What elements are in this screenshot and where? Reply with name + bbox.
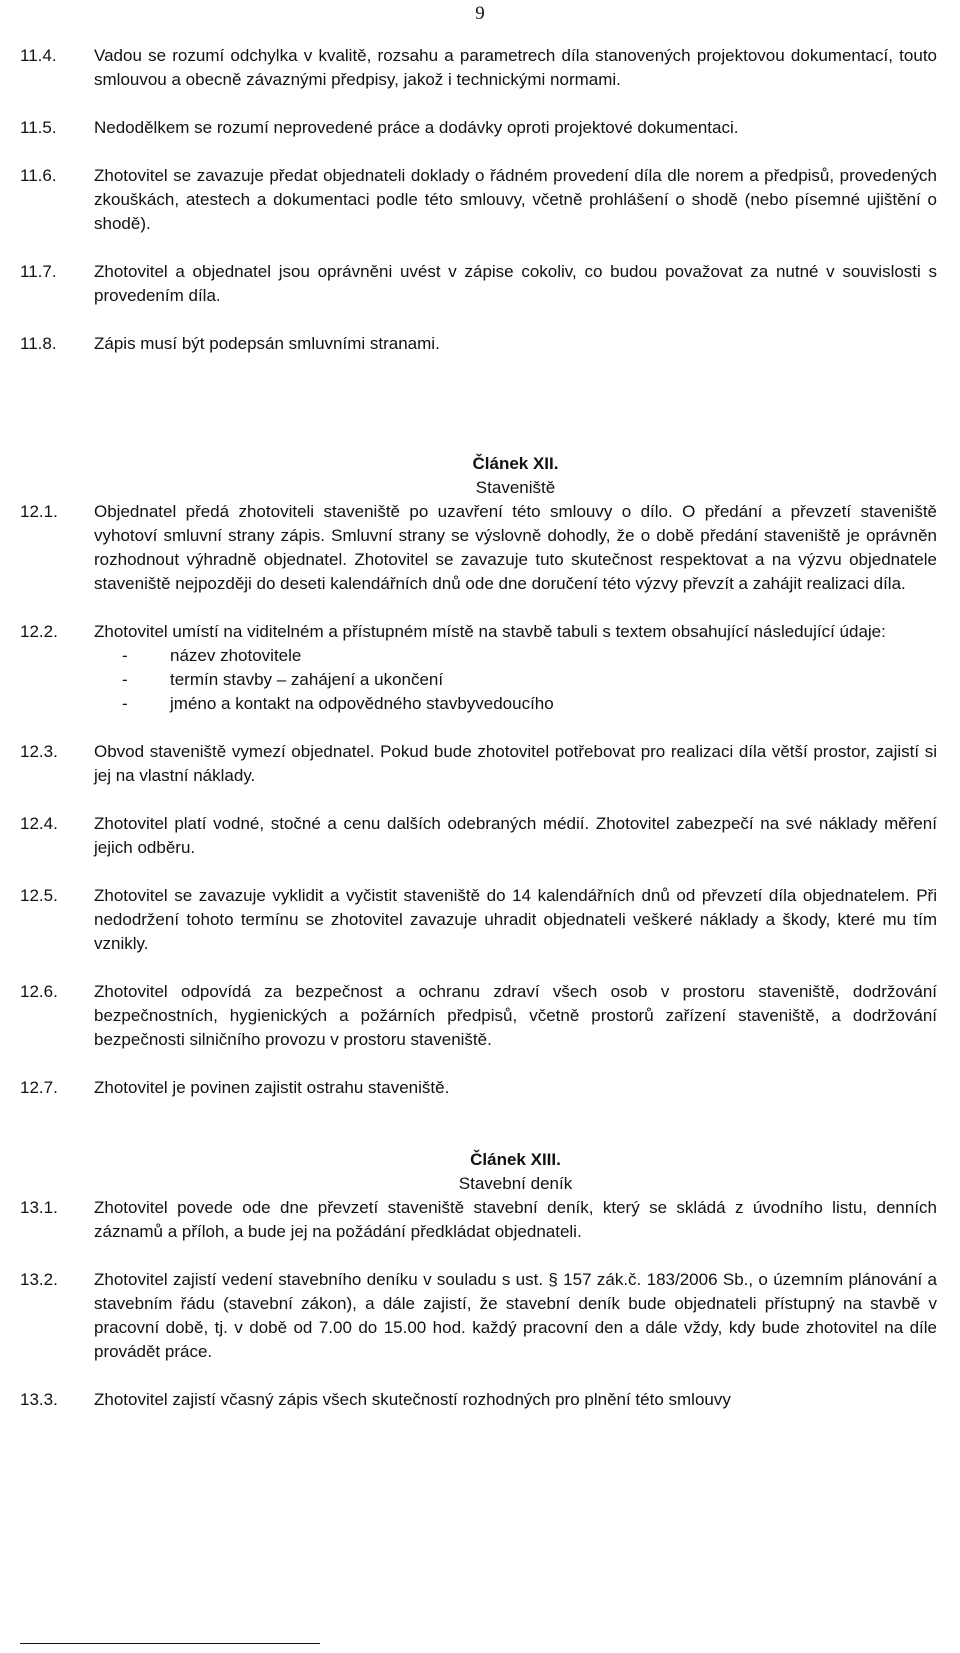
article-title: Článek XIII.	[470, 1150, 561, 1169]
clause-number: 11.7.	[20, 262, 57, 281]
list-dash: -	[122, 670, 128, 689]
clause-number: 11.8.	[20, 334, 57, 353]
clause-12-6	[20, 980, 937, 1052]
clause-number: 11.5.	[20, 118, 57, 137]
clause-number: 12.1.	[20, 502, 58, 521]
list-dash: -	[122, 694, 128, 713]
clause-text: Objednatel předá zhotoviteli staveniště po uzavření této smlouvy o dílo. O předání a převzetí staveniště vyhotoví smluvní strany zápis. Smluvní strany se výslovně dohodly, že o době předání staveniště je oprávněn rozhodnout výhradně objednatel. Zhotovitel se zavazuje tuto skutečnost respektovat a na výzvu objednatele staveniště nejpozději do deseti kalendářních dnů ode dne doručení této výzvy převzít a zahájit realizaci díla.	[94, 502, 937, 593]
clause-text: Zhotovitel se zavazuje předat objednateli doklady o řádném provedení díla dle norem a předpisů, provedených zkouškách, atestech a dokumentaci podle této smlouvy, včetně prohlášení o shodě (nebo písemné ujištění o shodě).	[94, 166, 937, 233]
clause-text: Zhotovitel zajistí včasný zápis všech skutečností rozhodných pro plnění této smlouvy	[94, 1390, 731, 1409]
clause-number: 12.7.	[20, 1078, 58, 1097]
clause-text: Zhotovitel odpovídá za bezpečnost a ochranu zdraví všech osob v prostoru staveniště, dodržování bezpečnostních, hygienických a požárních předpisů, včetně prostorů zařízení staveniště, a dodržování bezpečnosti silničního provozu v prostoru staveniště.	[94, 982, 937, 1049]
clause-12-2	[20, 620, 937, 716]
clause-11-6	[20, 164, 937, 236]
article-12-heading	[94, 452, 937, 500]
clause-13-2	[20, 1268, 937, 1364]
clause-text: Zhotovitel se zavazuje vyklidit a vyčistit staveniště do 14 kalendářních dnů od převzetí díla objednatelem. Při nedodržení tohoto termínu se zhotovitel zavazuje uhradit objednateli veškeré náklady a škody, které mu tím vznikly.	[94, 886, 937, 953]
clause-text: Nedodělkem se rozumí neprovedené práce a dodávky oproti projektové dokumentaci.	[94, 118, 739, 137]
clause-12-3	[20, 740, 937, 788]
clause-13-1	[20, 1196, 937, 1244]
list-dash: -	[122, 646, 128, 665]
clause-number: 13.3.	[20, 1390, 58, 1409]
article-title: Článek XII.	[472, 454, 559, 473]
list-item	[122, 668, 937, 692]
clause-11-5	[20, 116, 937, 140]
clause-text: Zhotovitel platí vodné, stočné a cenu dalších odebraných médií. Zhotovitel zabezpečí na své náklady měření jejich odběru.	[94, 814, 937, 857]
clause-text: Vadou se rozumí odchylka v kvalitě, rozsahu a parametrech díla stanovených projektovou dokumentací, touto smlouvou a obecně závaznými předpisy, jakož i technickými normami.	[94, 46, 937, 89]
clause-12-1	[20, 500, 937, 596]
clause-number: 12.4.	[20, 814, 58, 833]
clause-text: Zhotovitel zajistí vedení stavebního deníku v souladu s ust. § 157 zák.č. 183/2006 Sb., o územním plánování a stavebním řádu (stavební zákon), a dále zajistí, že stavební deník bude objednateli přístupný na stavbě v pracovní době, tj. v době od 7.00 do 15.00 hod. každý pracovní den a dále vždy, kdy bude zhotovitel na díle provádět práce.	[94, 1270, 937, 1361]
clause-13-3	[20, 1388, 937, 1412]
clause-number: 13.2.	[20, 1270, 58, 1289]
document-body	[20, 44, 937, 1412]
clause-number: 13.1.	[20, 1198, 58, 1217]
clause-text: Zhotovitel a objednatel jsou oprávněni uvést v zápise cokoliv, co budou považovat za nutné v souvislosti s provedením díla.	[94, 262, 937, 305]
clause-number: 11.4.	[20, 46, 57, 65]
list-item-text: jméno a kontakt na odpovědného stavbyvedoucího	[170, 694, 554, 713]
clause-11-7	[20, 260, 937, 308]
list-item-text: termín stavby – zahájení a ukončení	[170, 670, 444, 689]
clause-12-7	[20, 1076, 937, 1100]
clause-text: Obvod staveniště vymezí objednatel. Pokud bude zhotovitel potřebovat pro realizaci díla větší prostor, zajistí si jej na vlastní náklady.	[94, 742, 937, 785]
clause-12-4	[20, 812, 937, 860]
clause-text: Zápis musí být podepsán smluvními stranami.	[94, 334, 440, 353]
clause-number: 12.3.	[20, 742, 58, 761]
clause-text: Zhotovitel umístí na viditelném a přístupném místě na stavbě tabuli s textem obsahující následující údaje:	[94, 622, 886, 641]
list-item-text: název zhotovitele	[170, 646, 302, 665]
clause-text: Zhotovitel je povinen zajistit ostrahu staveniště.	[94, 1078, 450, 1097]
article-subtitle: Staveniště	[475, 478, 556, 497]
article-13-heading	[94, 1148, 937, 1196]
info-board-list	[94, 644, 937, 716]
clause-number: 12.2.	[20, 622, 58, 641]
clause-11-8	[20, 332, 937, 356]
clause-text: Zhotovitel povede ode dne převzetí staveniště stavební deník, který se skládá z úvodního listu, denních záznamů a příloh, a bude jej na požádání předkládat objednateli.	[94, 1198, 937, 1241]
list-item	[122, 644, 937, 668]
clause-number: 12.6.	[20, 982, 58, 1001]
page-number: 9	[475, 3, 485, 24]
article-subtitle: Stavební deník	[458, 1174, 573, 1193]
clause-number: 12.5.	[20, 886, 58, 905]
clause-number: 11.6.	[20, 166, 57, 185]
list-item	[122, 692, 937, 716]
clause-12-5	[20, 884, 937, 956]
clause-11-4	[20, 44, 937, 92]
footnote-divider	[20, 1643, 320, 1644]
